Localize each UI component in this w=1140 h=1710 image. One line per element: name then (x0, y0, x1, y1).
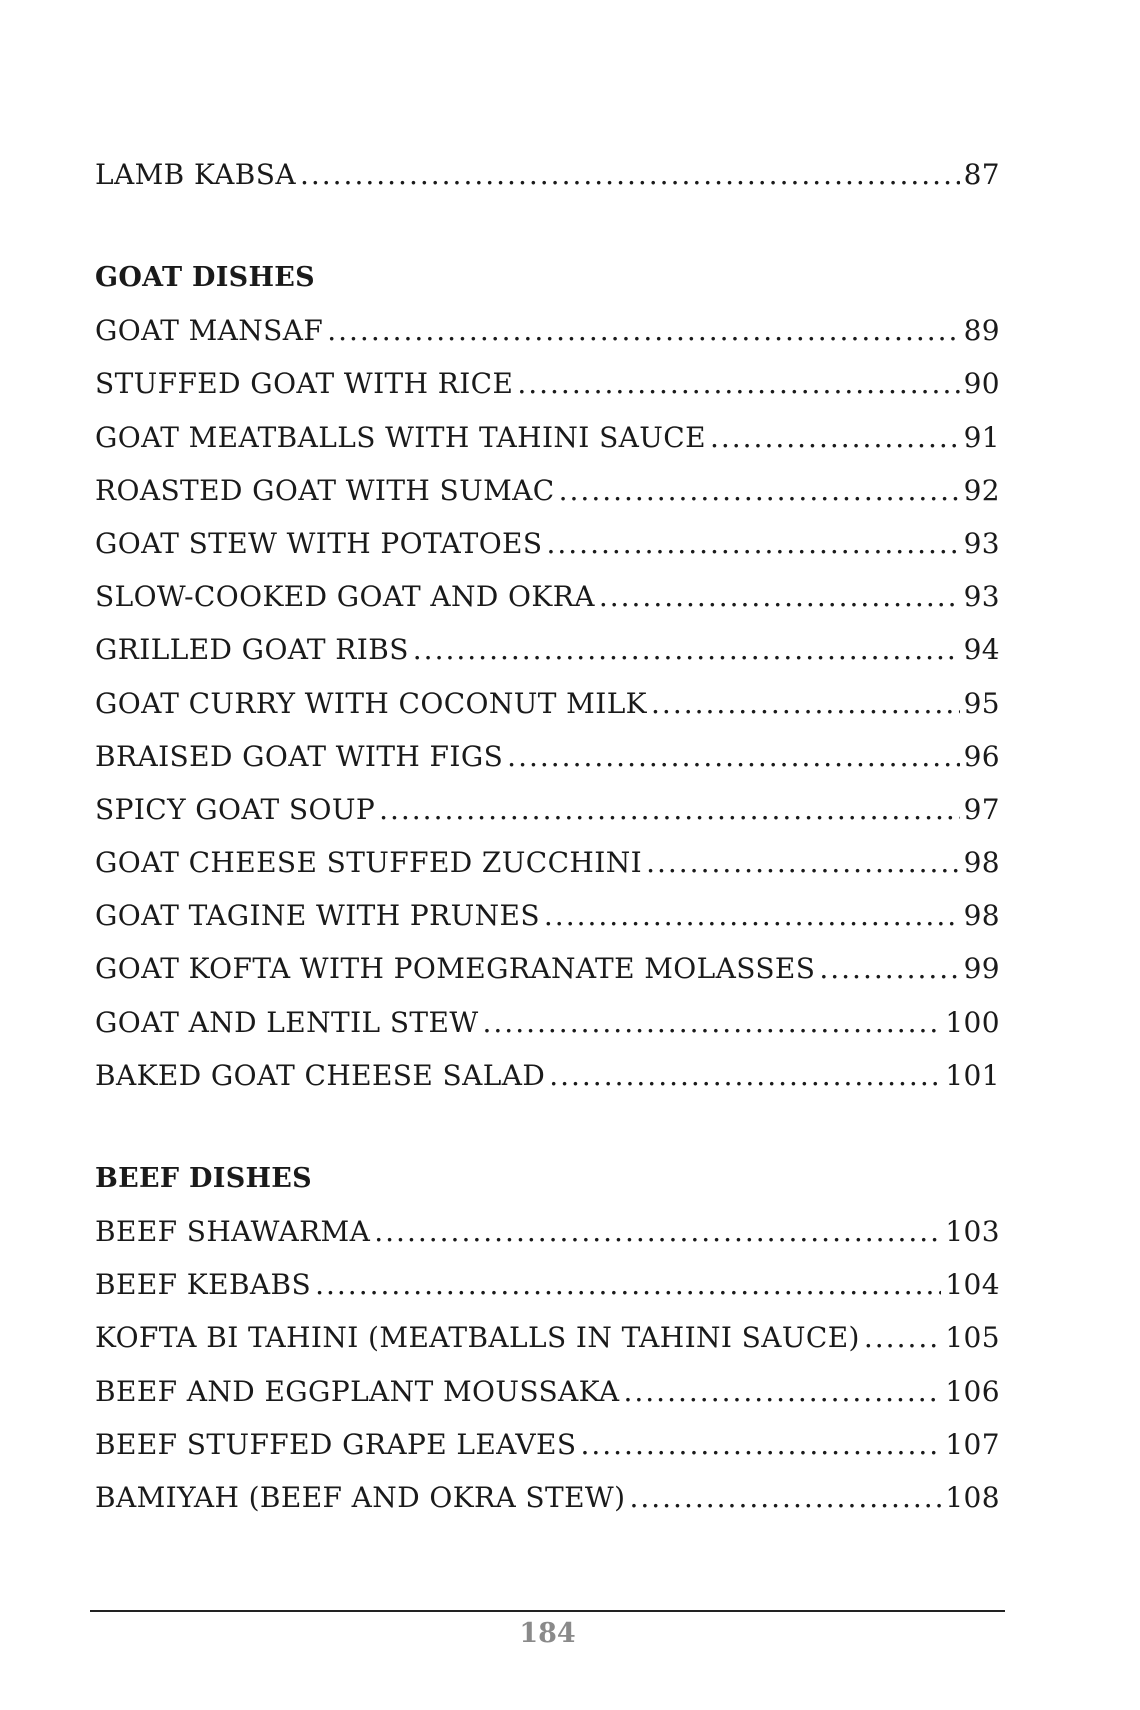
entry-title: BEEF SHAWARMA (95, 1215, 371, 1248)
toc-entry (95, 517, 1000, 570)
toc-entry (95, 411, 1000, 464)
dot-leader (864, 1311, 941, 1364)
dot-leader (483, 996, 942, 1049)
entry-page-number: 99 (963, 952, 1000, 986)
entry-page-number: 104 (945, 1268, 1000, 1302)
entry-title: ROASTED GOAT WITH SUMAC (95, 473, 555, 507)
entry-page-number: 107 (945, 1427, 1000, 1461)
entry-page-number: 103 (945, 1215, 1000, 1248)
entry-page-number: 98 (963, 899, 1000, 933)
toc-entry (95, 1311, 1000, 1364)
entry-page-number: 100 (945, 1005, 1000, 1039)
dot-leader (580, 1418, 941, 1471)
table-of-contents (95, 148, 1000, 1524)
entry-page-number: 93 (963, 526, 1000, 560)
entry-title: GOAT STEW WITH POTATOES (95, 526, 543, 560)
entry-title: BEEF AND EGGPLANT MOUSSAKA (95, 1374, 620, 1408)
entry-page-number: 106 (945, 1374, 1000, 1408)
page-number: 184 (519, 1618, 576, 1649)
entry-page-number: 90 (963, 367, 1000, 401)
entry-title: GRILLED GOAT RIBS (95, 633, 409, 667)
toc-section-lamb (95, 148, 1000, 201)
dot-leader (507, 730, 959, 783)
dot-leader (559, 464, 960, 517)
entry-page-number: 105 (945, 1321, 1000, 1355)
entry-page-number: 95 (963, 686, 1000, 720)
toc-entry (95, 942, 1000, 995)
footer-divider (90, 1610, 1005, 1612)
dot-leader (413, 623, 960, 676)
dot-leader (599, 570, 960, 623)
toc-entry (95, 889, 1000, 942)
entry-page-number: 96 (963, 739, 1000, 773)
dot-leader (623, 1365, 941, 1418)
section-heading: GOAT DISHES (95, 262, 315, 294)
entry-page-number: 87 (963, 158, 1000, 191)
toc-entry (95, 677, 1000, 730)
dot-leader (629, 1471, 941, 1524)
entry-page-number: 108 (945, 1480, 1000, 1514)
dot-leader (546, 517, 959, 570)
entry-page-number: 92 (963, 473, 1000, 507)
toc-entry (95, 1205, 1000, 1258)
entry-title: BEEF KEBABS (95, 1268, 312, 1302)
entry-title: SLOW-COOKED GOAT AND OKRA (95, 580, 595, 614)
toc-entry (95, 148, 1000, 201)
toc-entry (95, 1049, 1000, 1102)
toc-entry (95, 623, 1000, 676)
dot-leader (517, 357, 959, 410)
entry-title: GOAT TAGINE WITH PRUNES (95, 899, 540, 933)
toc-entry (95, 1418, 1000, 1471)
entry-page-number: 101 (945, 1058, 1000, 1092)
entry-page-number: 93 (963, 580, 1000, 614)
section-heading: BEEF DISHES (95, 1163, 312, 1194)
dot-leader (379, 783, 960, 836)
toc-section-goat-dishes (95, 251, 1000, 1102)
entry-title: GOAT CURRY WITH COCONUT MILK (95, 686, 648, 720)
toc-entry (95, 996, 1000, 1049)
toc-section-beef-dishes (95, 1152, 1000, 1524)
entry-title: BAMIYAH (BEEF AND OKRA STEW) (95, 1480, 626, 1514)
toc-entry (95, 1258, 1000, 1311)
entry-title: LAMB KABSA (95, 158, 296, 191)
toc-entry (95, 783, 1000, 836)
toc-entry (95, 570, 1000, 623)
entry-page-number: 94 (963, 633, 1000, 667)
entry-page-number: 91 (963, 420, 1000, 454)
dot-leader (819, 942, 959, 995)
toc-entry (95, 304, 1000, 357)
entry-title: STUFFED GOAT WITH RICE (95, 367, 514, 401)
entry-title: BEEF STUFFED GRAPE LEAVES (95, 1427, 577, 1461)
dot-leader (544, 889, 960, 942)
entry-title: GOAT CHEESE STUFFED ZUCCHINI (95, 846, 643, 880)
entry-title: GOAT KOFTA WITH POMEGRANATE MOLASSES (95, 952, 816, 986)
toc-entry (95, 464, 1000, 517)
entry-title: BAKED GOAT CHEESE SALAD (95, 1058, 546, 1092)
entry-page-number: 89 (963, 314, 1000, 348)
toc-entry (95, 730, 1000, 783)
entry-page-number: 97 (963, 792, 1000, 826)
dot-leader (374, 1205, 941, 1258)
toc-entry (95, 357, 1000, 410)
entry-title: KOFTA BI TAHINI (MEATBALLS IN TAHINI SAUCE) (95, 1321, 860, 1355)
entry-title: GOAT AND LENTIL STEW (95, 1005, 479, 1039)
entry-title: GOAT MANSAF (95, 314, 324, 348)
dot-leader (300, 148, 960, 201)
dot-leader (710, 411, 960, 464)
entry-page-number: 98 (963, 846, 1000, 880)
dot-leader (646, 836, 959, 889)
dot-leader (315, 1258, 941, 1311)
dot-leader (549, 1049, 941, 1102)
toc-entry (95, 1365, 1000, 1418)
toc-entry (95, 1471, 1000, 1524)
entry-title: GOAT MEATBALLS WITH TAHINI SAUCE (95, 420, 706, 454)
dot-leader (327, 304, 959, 357)
toc-entry (95, 836, 1000, 889)
dot-leader (651, 677, 960, 730)
entry-title: SPICY GOAT SOUP (95, 792, 376, 826)
entry-title: BRAISED GOAT WITH FIGS (95, 739, 504, 773)
